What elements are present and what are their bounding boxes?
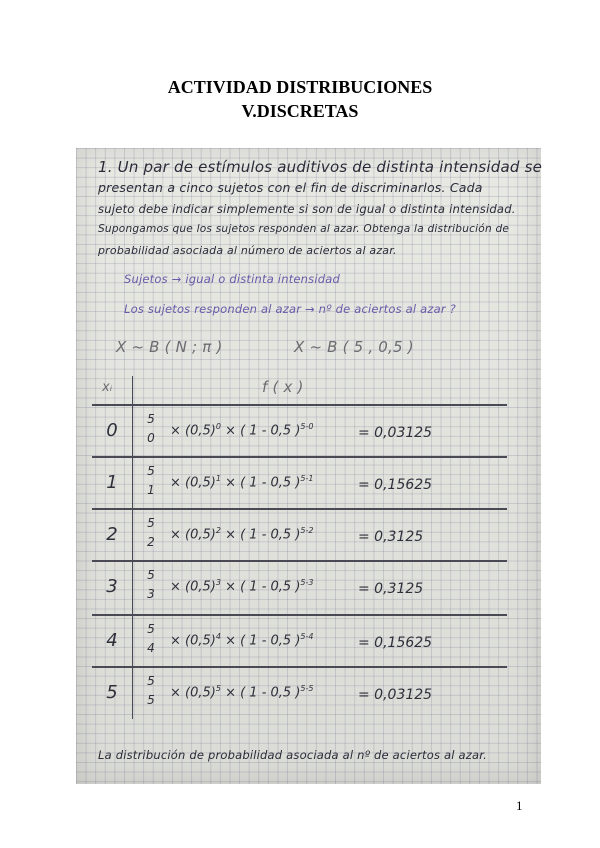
page-number: 1 — [516, 798, 523, 813]
binomial-n: 5 — [147, 622, 155, 636]
problem-line-2: presentan a cinco sujetos con el fin de discriminarlos. Cada — [98, 180, 483, 195]
table-row-formula — [144, 668, 514, 716]
success-term: × (0,5) — [170, 423, 216, 439]
table-row-formula — [144, 616, 514, 664]
probability-expression — [170, 632, 314, 648]
note-line-1: Sujetos → igual o distinta intensidad — [124, 272, 340, 286]
failure-term: × ( 1 - 0,5 ) — [225, 527, 301, 543]
failure-exponent: 5-3 — [300, 578, 314, 587]
probability-expression — [170, 474, 314, 490]
success-term: × (0,5) — [170, 579, 216, 595]
probability-result: = 0,15625 — [358, 477, 433, 493]
probability-result: = 0,03125 — [358, 687, 433, 703]
binomial-k: 4 — [147, 641, 155, 655]
probability-expression — [170, 578, 314, 594]
table-row-formula — [144, 510, 514, 558]
failure-term: × ( 1 - 0,5 ) — [225, 475, 301, 491]
probability-result: = 0,3125 — [358, 581, 424, 597]
success-exponent: 5 — [215, 684, 221, 693]
table-row-formula — [144, 406, 514, 454]
conclusion-text: La distribución de probabilidad asociada al nº de aciertos al azar. — [98, 748, 487, 762]
failure-term: × ( 1 - 0,5 ) — [225, 423, 301, 439]
binomial-coefficient — [144, 566, 158, 604]
success-exponent: 4 — [215, 632, 221, 641]
binomial-k: 0 — [147, 431, 155, 445]
binomial-coefficient — [144, 620, 158, 658]
binomial-n: 5 — [147, 412, 155, 426]
binomial-k: 5 — [147, 693, 155, 707]
failure-term: × ( 1 - 0,5 ) — [225, 685, 301, 701]
probability-table — [92, 376, 507, 719]
success-exponent: 1 — [215, 474, 221, 483]
failure-exponent: 5-5 — [300, 684, 314, 693]
success-exponent: 2 — [215, 526, 221, 535]
binomial-coefficient — [144, 672, 158, 710]
binomial-k: 3 — [147, 587, 155, 601]
probability-result: = 0,15625 — [358, 635, 433, 651]
document-title-line2: V.DISCRETAS — [241, 101, 359, 121]
table-row-formula — [144, 562, 514, 610]
binomial-k: 2 — [147, 535, 155, 549]
success-term: × (0,5) — [170, 685, 216, 701]
table-row-x-value: 5 — [106, 682, 118, 703]
handwritten-page-photo — [76, 148, 541, 784]
binomial-coefficient — [144, 514, 158, 552]
table-row-x-value: 3 — [106, 576, 118, 597]
failure-exponent: 5-2 — [300, 526, 314, 535]
model-general: X ~ B ( N ; π ) — [116, 338, 223, 356]
table-row-x-value: 0 — [106, 420, 118, 441]
failure-exponent: 5-1 — [300, 474, 314, 483]
problem-line-1: 1. Un par de estímulos auditivos de distinta intensidad se — [98, 158, 543, 176]
success-term: × (0,5) — [170, 633, 216, 649]
table-row-x-value: 4 — [106, 630, 118, 651]
probability-expression — [170, 684, 314, 700]
problem-line-5: probabilidad asociada al número de aciertos al azar. — [98, 244, 397, 257]
binomial-coefficient — [144, 410, 158, 448]
table-header-x: xᵢ — [102, 380, 113, 395]
binomial-n: 5 — [147, 674, 155, 688]
binomial-k: 1 — [147, 483, 155, 497]
model-specific: X ~ B ( 5 , 0,5 ) — [294, 338, 414, 356]
table-row-formula — [144, 458, 514, 506]
probability-result: = 0,03125 — [358, 425, 433, 441]
probability-expression — [170, 526, 314, 542]
failure-term: × ( 1 - 0,5 ) — [225, 579, 301, 595]
failure-exponent: 5-0 — [300, 422, 314, 431]
failure-exponent: 5-4 — [300, 632, 314, 641]
binomial-n: 5 — [147, 568, 155, 582]
probability-result: = 0,3125 — [358, 529, 424, 545]
success-exponent: 3 — [215, 578, 221, 587]
table-row-x-value: 2 — [106, 524, 118, 545]
success-term: × (0,5) — [170, 527, 216, 543]
binomial-n: 5 — [147, 464, 155, 478]
probability-expression — [170, 422, 314, 438]
failure-term: × ( 1 - 0,5 ) — [225, 633, 301, 649]
binomial-n: 5 — [147, 516, 155, 530]
success-exponent: 0 — [215, 422, 221, 431]
problem-line-4: Supongamos que los sujetos responden al azar. Obtenga la distribución de — [98, 223, 510, 235]
table-row-x-value: 1 — [106, 472, 118, 493]
success-term: × (0,5) — [170, 475, 216, 491]
table-header-fx: f ( x ) — [262, 378, 304, 396]
document-title-line1: ACTIVIDAD DISTRIBUCIONES — [167, 77, 433, 97]
binomial-coefficient — [144, 462, 158, 500]
problem-line-3: sujeto debe indicar simplemente si son de igual o distinta intensidad. — [98, 202, 516, 216]
note-line-2: Los sujetos responden al azar → nº de aciertos al azar ? — [124, 302, 456, 316]
